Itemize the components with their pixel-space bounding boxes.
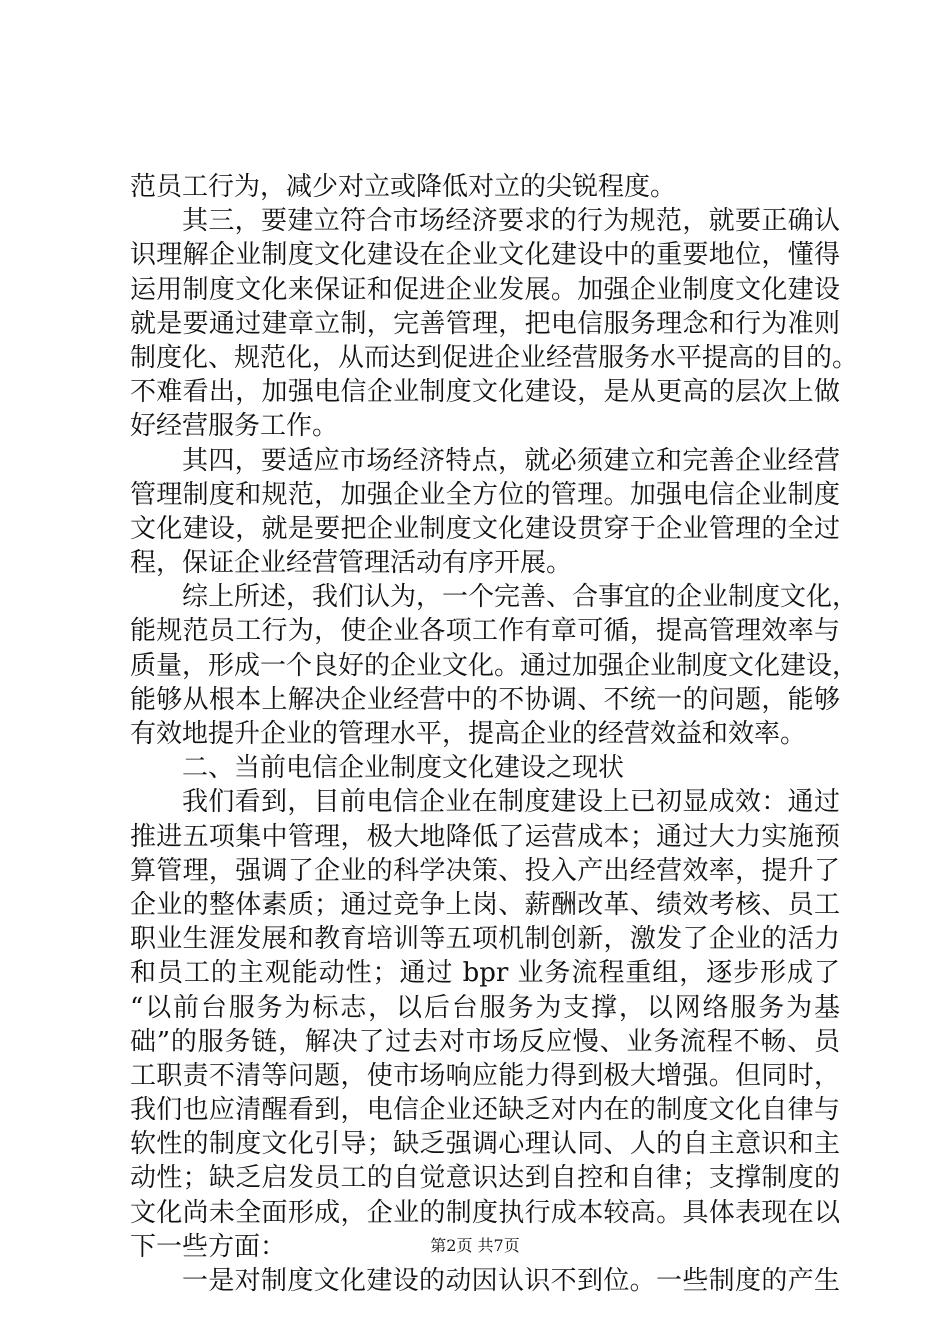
text-line: 能够从根本上解决企业经营中的不协调、不统一的问题，能够 xyxy=(130,684,840,715)
text-line: 其三，要建立符合市场经济要求的行为规范，就要正确认 xyxy=(182,206,840,237)
text-line: 就是要通过建章立制，完善管理，把电信服务理念和行为准则 xyxy=(130,308,840,339)
text-line: 我们看到，目前电信企业在制度建设上已初显成效：通过 xyxy=(182,787,840,818)
text-line: 算管理，强调了企业的科学决策、投入产出经营效率，提升了 xyxy=(130,855,840,886)
text-line: 能规范员工行为，使企业各项工作有章可循，提高管理效率与 xyxy=(130,616,840,647)
text-line: 动性；缺乏启发员工的自觉意识达到自控和自律；支撑制度的 xyxy=(130,1163,840,1194)
text-line: 工职责不清等问题，使市场响应能力得到极大增强。但同时， xyxy=(130,1060,840,1091)
text-line: 其四，要适应市场经济特点，就必须建立和完善企业经营 xyxy=(182,445,840,476)
text-line: 础”的服务链，解决了过去对市场反应慢、业务流程不畅、员 xyxy=(130,1026,840,1057)
text-line: 二、当前电信企业制度文化建设之现状 xyxy=(182,753,625,784)
text-line: 不难看出，加强电信企业制度文化建设，是从更高的层次上做 xyxy=(130,377,840,408)
text-line: 运用制度文化来保证和促进企业发展。加强企业制度文化建设 xyxy=(130,274,840,305)
page-footer: 第2页 共7页 xyxy=(430,1236,520,1255)
text-line: 企业的整体素质；通过竞争上岗、薪酬改革、绩效考核、员工 xyxy=(130,889,840,920)
text-line: 综上所述，我们认为，一个完善、合事宜的企业制度文化， xyxy=(182,582,859,613)
text-line: 职业生涯发展和教育培训等五项机制创新，激发了企业的活力 xyxy=(130,924,840,955)
text-line: 管理制度和规范，加强企业全方位的管理。加强电信企业制度 xyxy=(130,479,840,510)
text-line: “以前台服务为标志，以后台服务为支撑，以网络服务为基 xyxy=(130,992,840,1023)
text-line: 识理解企业制度文化建设在企业文化建设中的重要地位，懂得 xyxy=(130,240,840,271)
text-line: 范员工行为，减少对立或降低对立的尖锐程度。 xyxy=(130,172,677,202)
text-line: 好经营服务工作。 xyxy=(130,411,339,442)
text-line: 制度化、规范化，从而达到促进企业经营服务水平提高的目的。 xyxy=(130,342,859,373)
text-line: 推进五项集中管理，极大地降低了运营成本；通过大力实施预 xyxy=(130,821,840,852)
body-text xyxy=(130,170,859,1298)
text-line: 文化建设，就是要把企业制度文化建设贯穿于企业管理的全过 xyxy=(130,513,840,544)
text-line: 下一些方面： xyxy=(130,1231,287,1262)
text-line: 和员工的主观能动性；通过 bpr 业务流程重组，逐步形成了 xyxy=(130,958,840,989)
text-line: 程，保证企业经营管理活动有序开展。 xyxy=(130,548,573,579)
text-line: 软性的制度文化引导；缺乏强调心理认同、人的自主意识和主 xyxy=(130,1129,840,1160)
text-line: 有效地提升企业的管理水平，提高企业的经营效益和效率。 xyxy=(130,719,807,749)
text-line: 质量，形成一个良好的企业文化。通过加强企业制度文化建设， xyxy=(130,650,859,681)
text-line: 一是对制度文化建设的动因认识不到位。一些制度的产生 xyxy=(182,1266,840,1296)
text-line: 文化尚未全面形成，企业的制度执行成本较高。具体表现在以 xyxy=(130,1197,840,1228)
text-line: 我们也应清醒看到，电信企业还缺乏对内在的制度文化自律与 xyxy=(130,1095,840,1126)
